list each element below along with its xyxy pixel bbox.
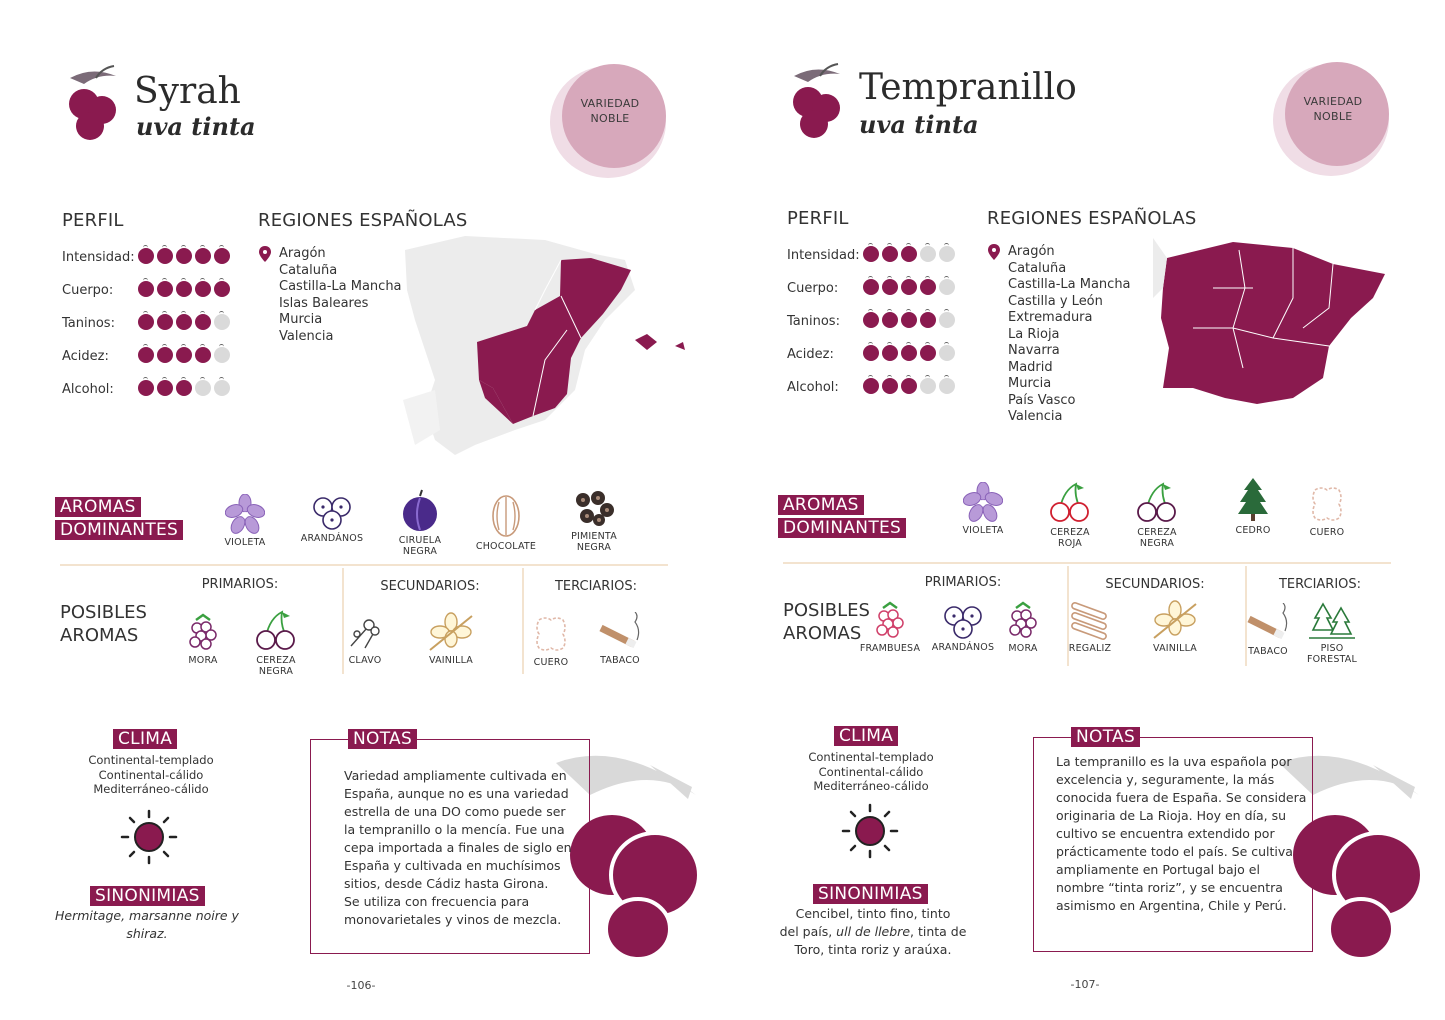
aroma-label: CUERO bbox=[533, 657, 569, 668]
rating-dot-filled bbox=[863, 312, 879, 328]
posible-aroma bbox=[325, 612, 405, 666]
secundarios-heading: SECUNDARIOS: bbox=[380, 579, 480, 594]
perfil-label: Cuerpo: bbox=[787, 281, 839, 296]
black-cherry-icon bbox=[236, 608, 316, 652]
region-item: País Vasco bbox=[1008, 392, 1076, 408]
leather-icon bbox=[1287, 484, 1367, 524]
posible-aroma bbox=[411, 612, 491, 666]
perfil-label: Taninos: bbox=[62, 316, 115, 331]
badge-line-1: VARIEDAD bbox=[1303, 95, 1363, 108]
grape-name: Tempranillo bbox=[859, 67, 1077, 108]
primarios-heading: PRIMARIOS: bbox=[201, 577, 279, 592]
sinonimias-label: SINONIMIAS bbox=[90, 886, 205, 906]
red-cherry-icon bbox=[1030, 480, 1110, 524]
grape-logo-icon bbox=[62, 64, 128, 144]
leather-icon bbox=[511, 614, 591, 654]
rating-dot-filled bbox=[920, 312, 936, 328]
clima-list bbox=[66, 753, 236, 797]
aroma-dominante bbox=[292, 494, 372, 544]
regiones-list bbox=[1008, 244, 1131, 426]
cocoa-pod-icon bbox=[466, 494, 546, 538]
variedad-noble-badge bbox=[1263, 58, 1403, 178]
rating-dot-filled bbox=[901, 378, 917, 394]
rating-dot-filled bbox=[176, 248, 192, 264]
rating-dot-filled bbox=[195, 248, 211, 264]
region-item: Aragón bbox=[1008, 244, 1055, 259]
rating-dot-empty bbox=[195, 380, 211, 396]
regiones-list bbox=[279, 246, 402, 345]
posibles-line-1: POSIBLES bbox=[783, 600, 870, 621]
region-item: Valencia bbox=[1008, 409, 1063, 424]
notas-line: Se utiliza con frecuencia para bbox=[344, 894, 530, 909]
page-number: -106- bbox=[346, 979, 376, 992]
rating-dot-filled bbox=[138, 281, 154, 297]
page-syrah bbox=[0, 0, 722, 1020]
rating-dot-empty bbox=[920, 378, 936, 394]
aroma-label: CHOCOLATE bbox=[475, 541, 537, 552]
clima-label: CLIMA bbox=[113, 729, 177, 749]
notas-line: nombre “tinta roriz”, y se encuentra bbox=[1056, 880, 1283, 895]
vanilla-icon bbox=[1135, 600, 1215, 640]
blackberry-icon bbox=[163, 612, 243, 652]
clima-list bbox=[786, 750, 956, 794]
divider bbox=[60, 564, 668, 566]
licorice-icon bbox=[1050, 600, 1130, 640]
violet-flower-icon bbox=[943, 482, 1023, 522]
cigarette-icon bbox=[580, 612, 660, 652]
rating-dots bbox=[138, 314, 230, 330]
rating-dot-filled bbox=[195, 314, 211, 330]
rating-dot-filled bbox=[176, 281, 192, 297]
peppercorns-icon bbox=[554, 490, 634, 528]
rating-dot-filled bbox=[882, 378, 898, 394]
aroma-label: MORA bbox=[188, 655, 218, 666]
sinonimias-line bbox=[773, 941, 973, 959]
notas-line: España, aunque no es una variedad bbox=[344, 786, 569, 801]
regiones-title: REGIONES ESPAÑOLAS bbox=[258, 210, 468, 231]
location-pin-icon bbox=[988, 244, 1000, 260]
aroma-dominante bbox=[205, 494, 285, 548]
blueberries-icon bbox=[292, 494, 372, 530]
aroma-dominante bbox=[380, 488, 460, 557]
sinonimias-line bbox=[773, 923, 973, 941]
notas-line: originaria de La Rioja. Hoy en día, su bbox=[1056, 808, 1287, 823]
notas-line: prácticamente todo el país. Se cultiva bbox=[1056, 844, 1293, 859]
sinonimias-line: shiraz. bbox=[126, 926, 168, 941]
clima-item: Continental-templado bbox=[88, 753, 214, 767]
rating-dots bbox=[863, 279, 955, 295]
grape-type: uva tinta bbox=[859, 110, 979, 139]
posible-aroma bbox=[850, 600, 930, 654]
sinonimias-segment: Toro, tinta roriz y araúxa. bbox=[794, 942, 952, 957]
rating-dot-filled bbox=[138, 380, 154, 396]
region-item: Cataluña bbox=[279, 262, 338, 278]
sun-icon bbox=[116, 807, 182, 867]
rating-dot-filled bbox=[157, 347, 173, 363]
rating-dot-empty bbox=[939, 279, 955, 295]
aromas-label-1: AROMAS bbox=[778, 495, 864, 515]
posible-aroma bbox=[1292, 600, 1372, 665]
map-highlight-spain bbox=[1161, 242, 1385, 404]
aroma-dominante bbox=[1117, 480, 1197, 549]
posibles-line-1: POSIBLES bbox=[60, 602, 147, 623]
sinonimias-text bbox=[773, 905, 973, 959]
rating-dot-filled bbox=[863, 246, 879, 262]
notas-line: cepa importada a finales de siglo en bbox=[344, 840, 572, 855]
region-item: Madrid bbox=[1008, 359, 1053, 375]
posible-aroma bbox=[511, 614, 591, 668]
aroma-label: FRAMBUESA bbox=[859, 643, 921, 654]
aroma-label: MORA bbox=[1008, 643, 1038, 654]
notas-text bbox=[344, 767, 572, 929]
rating-dot-filled bbox=[901, 246, 917, 262]
perfil-label: Intensidad: bbox=[62, 250, 135, 265]
aroma-label: CEREZA ROJA bbox=[1050, 527, 1090, 549]
region-item: Extremadura bbox=[1008, 310, 1093, 325]
rating-dots bbox=[863, 312, 955, 328]
rating-dot-empty bbox=[939, 345, 955, 361]
posible-aroma bbox=[1050, 600, 1130, 654]
notas-line: sitios, desde Cádiz hasta Girona. bbox=[344, 876, 549, 891]
aroma-label: VAINILLA bbox=[428, 655, 473, 666]
perfil-label: Acidez: bbox=[787, 347, 834, 362]
posibles-line-2: AROMAS bbox=[783, 623, 862, 644]
notas-line: excelencia y, seguramente, la más bbox=[1056, 772, 1275, 787]
rating-dot-filled bbox=[176, 314, 192, 330]
badge-line-2: NOBLE bbox=[590, 112, 630, 125]
posible-aroma bbox=[236, 608, 316, 677]
rating-dot-empty bbox=[214, 380, 230, 396]
perfil-label: Alcohol: bbox=[787, 380, 839, 395]
aromas-label-1: AROMAS bbox=[55, 497, 141, 517]
rating-dot-empty bbox=[214, 314, 230, 330]
aroma-dominante bbox=[554, 490, 634, 553]
clima-item: Mediterráneo-cálido bbox=[813, 779, 929, 793]
rating-dot-filled bbox=[138, 314, 154, 330]
aromas-label-2: DOMINANTES bbox=[55, 520, 183, 540]
notas-label: NOTAS bbox=[1071, 727, 1140, 747]
perfil-label: Alcohol: bbox=[62, 382, 114, 397]
rating-dot-filled bbox=[901, 345, 917, 361]
notas-line: La tempranillo es la uva española por bbox=[1056, 754, 1292, 769]
violet-flower-icon bbox=[205, 494, 285, 534]
notas-line: asimismo en Argentina, Chile y Perú. bbox=[1056, 898, 1287, 913]
terciarios-heading: TERCIARIOS: bbox=[554, 579, 638, 594]
rating-dot-empty bbox=[939, 312, 955, 328]
posibles-aromas-label bbox=[60, 601, 147, 647]
posibles-line-2: AROMAS bbox=[60, 625, 139, 646]
regiones-title: REGIONES ESPAÑOLAS bbox=[987, 208, 1197, 229]
rating-dot-empty bbox=[214, 347, 230, 363]
rating-dots bbox=[138, 347, 230, 363]
perfil-label: Cuerpo: bbox=[62, 283, 114, 298]
aroma-label: VAINILLA bbox=[1152, 643, 1197, 654]
aroma-dominante bbox=[466, 494, 546, 552]
secundarios-heading: SECUNDARIOS: bbox=[1105, 577, 1205, 592]
notas-line: estrella de una DO como puede ser bbox=[344, 804, 566, 819]
posible-aroma bbox=[163, 612, 243, 666]
rating-dot-filled bbox=[882, 312, 898, 328]
rating-dot-filled bbox=[901, 312, 917, 328]
rating-dot-filled bbox=[882, 345, 898, 361]
map-highlight-baleares bbox=[635, 334, 657, 350]
aroma-dominante bbox=[1213, 476, 1293, 536]
rating-dot-filled bbox=[863, 345, 879, 361]
perfil-title: PERFIL bbox=[787, 208, 849, 229]
terciarios-heading: TERCIARIOS: bbox=[1278, 577, 1362, 592]
location-pin-icon bbox=[259, 246, 271, 262]
sinonimias-segment: , tinta de bbox=[910, 924, 967, 939]
rating-dot-filled bbox=[863, 279, 879, 295]
region-item: Valencia bbox=[279, 328, 334, 344]
grape-logo-icon bbox=[786, 62, 852, 142]
rating-dots bbox=[138, 380, 230, 396]
rating-dot-filled bbox=[195, 281, 211, 297]
aroma-dominante bbox=[943, 482, 1023, 536]
rating-dot-filled bbox=[214, 281, 230, 297]
rating-dot-filled bbox=[157, 380, 173, 396]
posible-aroma bbox=[580, 612, 660, 666]
spain-map bbox=[395, 230, 695, 460]
rating-dot-empty bbox=[939, 378, 955, 394]
divider bbox=[783, 562, 1391, 564]
rating-dot-filled bbox=[157, 314, 173, 330]
rating-dot-filled bbox=[138, 248, 154, 264]
perfil-label: Acidez: bbox=[62, 349, 109, 364]
notas-line: Variedad ampliamente cultivada en bbox=[344, 768, 567, 783]
page-number: -107- bbox=[1070, 978, 1100, 991]
forest-floor-icon bbox=[1292, 600, 1372, 640]
notas-line: España y cultivada en muchísimos bbox=[344, 858, 561, 873]
grape-name: Syrah bbox=[134, 71, 241, 112]
perfil-label: Taninos: bbox=[787, 314, 840, 329]
vanilla-icon bbox=[411, 612, 491, 652]
rating-dot-filled bbox=[882, 279, 898, 295]
sinonimias-label: SINONIMIAS bbox=[813, 884, 928, 904]
aroma-label: REGALIZ bbox=[1068, 643, 1112, 654]
aroma-label: VIOLETA bbox=[224, 537, 266, 548]
region-item: Navarra bbox=[1008, 343, 1060, 358]
rating-dot-filled bbox=[920, 345, 936, 361]
aroma-label: PIMIENTA NEGRA bbox=[571, 531, 617, 553]
rating-dot-empty bbox=[939, 246, 955, 262]
spain-map bbox=[1153, 228, 1393, 408]
region-item: Murcia bbox=[279, 312, 323, 327]
notas-label: NOTAS bbox=[348, 729, 417, 749]
rating-dot-filled bbox=[863, 378, 879, 394]
perfil-title: PERFIL bbox=[62, 210, 124, 231]
aroma-label: CIRUELA NEGRA bbox=[398, 535, 442, 557]
clima-item: Continental-templado bbox=[808, 750, 934, 764]
black-cherry-icon bbox=[1117, 480, 1197, 524]
region-item: La Rioja bbox=[1008, 326, 1060, 342]
aroma-label: ARANDÁNOS bbox=[931, 642, 995, 653]
aroma-label: CEDRO bbox=[1235, 525, 1271, 536]
aroma-label: CUERO bbox=[1309, 527, 1345, 538]
rating-dot-filled bbox=[920, 279, 936, 295]
sinonimias-segment: ull de llebre bbox=[836, 924, 911, 939]
sun-icon bbox=[837, 801, 903, 861]
sinonimias-line bbox=[773, 905, 973, 923]
clima-item: Mediterráneo-cálido bbox=[93, 782, 209, 796]
grape-type: uva tinta bbox=[136, 112, 256, 141]
rating-dots bbox=[138, 281, 230, 297]
clima-label: CLIMA bbox=[834, 726, 898, 746]
primarios-heading: PRIMARIOS: bbox=[924, 575, 1002, 590]
rating-dots bbox=[863, 246, 955, 262]
aroma-label: ARANDÁNOS bbox=[300, 533, 364, 544]
rating-dot-filled bbox=[157, 248, 173, 264]
aroma-dominante bbox=[1287, 484, 1367, 538]
region-item: Castilla-La Mancha bbox=[1008, 277, 1131, 292]
sinonimias-line: Hermitage, marsanne noire y bbox=[55, 908, 239, 923]
clima-item: Continental-cálido bbox=[818, 764, 924, 779]
aroma-label: TABACO bbox=[600, 655, 640, 666]
rating-dot-filled bbox=[138, 347, 154, 363]
rating-dot-filled bbox=[901, 279, 917, 295]
aroma-label: VIOLETA bbox=[962, 525, 1004, 536]
aroma-dominante bbox=[1030, 480, 1110, 549]
perfil-label: Intensidad: bbox=[787, 248, 860, 263]
sinonimias-text bbox=[47, 907, 247, 943]
rating-dot-filled bbox=[214, 248, 230, 264]
region-item: Cataluña bbox=[1008, 260, 1067, 276]
rating-dot-filled bbox=[882, 246, 898, 262]
badge-line-2: NOBLE bbox=[1313, 110, 1353, 123]
sinonimias-segment: del país, bbox=[779, 924, 837, 939]
rating-dots bbox=[863, 345, 955, 361]
clove-icon bbox=[325, 612, 405, 652]
notas-line: monovarietales y vinos de mezcla. bbox=[344, 912, 562, 927]
region-item: Aragón bbox=[279, 246, 326, 261]
notas-line: cultivo se encuentra extendido por bbox=[1056, 826, 1275, 841]
rating-dots bbox=[138, 248, 230, 264]
sinonimias-segment: Cencibel, tinto fino, tinto bbox=[795, 906, 951, 921]
cedar-tree-icon bbox=[1213, 476, 1293, 522]
region-item: Castilla-La Mancha bbox=[279, 279, 402, 294]
badge-line-1: VARIEDAD bbox=[580, 97, 640, 110]
raspberry-icon bbox=[850, 600, 930, 640]
rating-dot-filled bbox=[195, 347, 211, 363]
plum-icon bbox=[380, 488, 460, 532]
region-item: Castilla y León bbox=[1008, 293, 1103, 309]
aroma-label: CEREZA NEGRA bbox=[1137, 527, 1177, 549]
notas-line: la tempranillo o la mencía. Fue una bbox=[344, 822, 565, 837]
notas-line: conocida fuera de España. Se considera bbox=[1056, 790, 1307, 805]
clima-item: Continental-cálido bbox=[98, 767, 204, 782]
variedad-noble-badge bbox=[540, 60, 680, 180]
notas-line: ampliamente en Portugal bajo el bbox=[1056, 862, 1260, 877]
region-item: Murcia bbox=[1008, 376, 1052, 391]
rating-dot-filled bbox=[176, 347, 192, 363]
aroma-label: CEREZA NEGRA bbox=[256, 655, 296, 677]
aromas-label-2: DOMINANTES bbox=[778, 518, 906, 538]
aroma-label: CLAVO bbox=[348, 655, 382, 666]
rating-dots bbox=[863, 378, 955, 394]
page-tempranillo bbox=[723, 0, 1445, 1020]
rating-dot-filled bbox=[157, 281, 173, 297]
rating-dot-filled bbox=[176, 380, 192, 396]
rating-dot-empty bbox=[920, 246, 936, 262]
notas-text bbox=[1056, 753, 1306, 915]
aroma-label: TABACO bbox=[1248, 646, 1288, 657]
aroma-label: PISO FORESTAL bbox=[1306, 643, 1358, 665]
region-item: Islas Baleares bbox=[279, 295, 369, 311]
posible-aroma bbox=[1135, 600, 1215, 654]
